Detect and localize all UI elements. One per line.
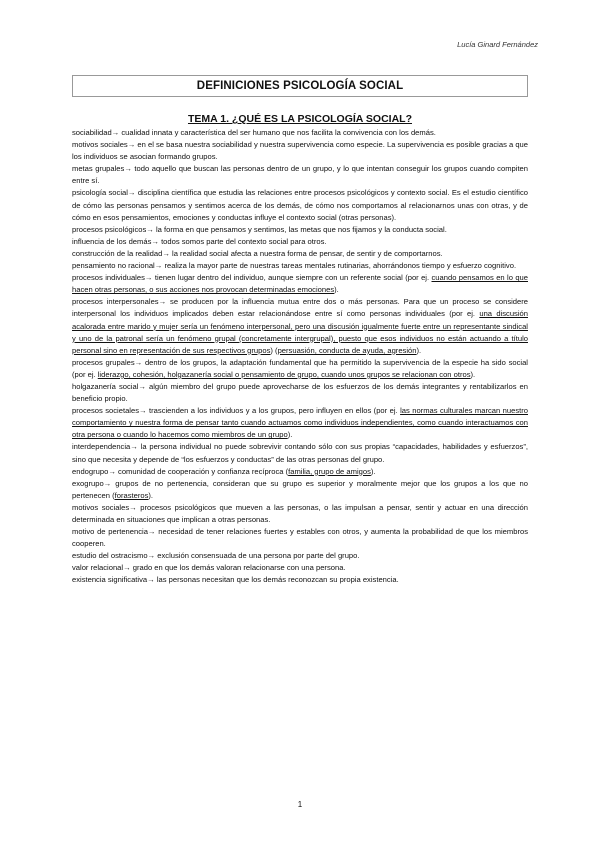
example-text: persuasión, conducta de ayuda, agresión [277,345,417,355]
definition-text: ) ( [270,345,278,355]
definition-text: motivos sociales→ procesos psicológicos que mueven a las personas, o las impulsan a pensar, sentir y actuar en una dirección determinada en situaciones que implican a otras personas. [72,502,528,524]
definition-entry [72,260,528,272]
definition-entry [72,502,528,526]
definition-text: valor relacional→ grado en que los demás valoran relacionarse con una persona. [72,563,346,573]
definition-text: procesos interpersonales→ se producen por la influencia mutua entre dos o más personas. Para que un proceso se considere interpersonal los individuos implicados deben estar relacionándose entre sí como personas individuales (por ej. [72,297,528,319]
example-text: liderazgo, cohesión, holgazanería social o pensamiento de grupo, cuando unos grupos se relacionan con otros [97,369,471,379]
definition-text: endogrupo→ comunidad de cooperación y confianza recíproca ( [72,466,289,476]
example-text: familia, grupo de amigos [288,466,371,476]
definition-entry [72,381,528,405]
definition-entry [72,357,528,381]
definition-entry [72,574,528,586]
section-heading: TEMA 1. ¿QUÉ ES LA PSICOLOGÍA SOCIAL? [187,113,412,125]
definition-entry [72,139,528,163]
example-text: forasteros [114,490,149,500]
definition-entry [72,163,528,187]
page-number: 1 [297,800,303,809]
definition-text: procesos psicológicos→ la forma en que pensamos y sentimos, las metas que nos fijamos y la conducta social. [72,224,447,234]
definition-text: procesos societales→ trascienden a los individuos y a los grupos, pero influyen en ellos (por ej. [72,406,401,416]
definition-entry [72,405,528,441]
definition-text: procesos individuales→ tienen lugar dentro del individuo, aunque siempre con un referente social (por ej. [72,273,432,283]
definition-text: ). [370,466,376,476]
example-text: una discusión acalorada entre marido y mujer sería un fenómeno interpersonal, pero una discusión igualmente fuerte entre un representante sindical y uno de la patronal sería un fenómeno grupal (concretamente intergrupal), puesto que esos individuos no están actuando a título personal sino en representación de sus respectivos grupos [72,309,528,355]
definition-text: construcción de la realidad→ la realidad social afecta a nuestra forma de pensar, de sentir y de comportarnos. [72,248,443,258]
example-text: las normas culturales marcan nuestro comportamiento y nuestra forma de pensar tanto cuando actuamos como individuos independientes, como cuando interactuamos con otra persona o cuando lo hacemos como miembros de un grupo [72,406,528,440]
document-title: DEFINICIONES PSICOLOGÍA SOCIAL [72,75,528,97]
definition-entry [72,248,528,260]
definition-text: metas grupales→ todo aquello que buscan las personas dentro de un grupo, y lo que intentan conseguir los grupos cuando compiten entre sí. [72,164,528,186]
definition-text: procesos grupales→ dentro de los grupos, la adaptación fundamental que ha permitido la supervivencia de la especie ha sido social (por ej. [72,357,528,379]
example-text: cuando pensamos en lo que hacen otras personas, o sus acciones nos provocan determinadas emociones [72,273,528,295]
definition-text: ). [416,345,422,355]
definition-entry [72,526,528,550]
author-name: Lucía Ginard Fernández [457,40,538,49]
definition-text: ). [287,430,293,440]
definition-text: influencia de los demás→ todos somos parte del contexto social para otros. [72,236,327,246]
definition-text: exogrupo→ grupos de no pertenencia, consideran que su grupo es superior y moralmente mejor que los grupos a los que no pertenecen ( [72,478,528,500]
definition-entry [72,224,528,236]
definition-entry [72,272,528,296]
definition-entry [72,478,528,502]
definition-text: psicología social→ disciplina científica que estudia las relaciones entre procesos psicológicos y contexto social. Es el estudio científico de cómo las personas pensamos y sentimos acerca de los demás, de cómo nos comportamos al relacionarnos unas con otras, y de cómo en esos pensamientos, emociones y conductas influye el contexto social (otras personas). [72,188,528,222]
definition-text: estudio del ostracismo→ exclusión consensuada de una persona por parte del grupo. [72,551,360,561]
definition-text: pensamiento no racional→ realiza la mayor parte de nuestras tareas mentales rutinarias, ahorrándonos tiempo y esfuerzo cognitivo. [72,261,517,271]
definition-text: existencia significativa→ las personas necesitan que los demás reconozcan su propia existencia. [72,575,399,585]
definition-text: ). [470,369,476,379]
definition-entry [72,441,528,465]
definition-text: motivos sociales→ en el se basa nuestra sociabilidad y nuestra supervivencia como especie. La supervivencia es posible gracias a que los individuos se asocian formando grupos. [72,140,528,162]
definition-text: holgazanería social→ algún miembro del grupo puede aprovecharse de los esfuerzos de los demás integrantes y rentabilizarlos en beneficio propio. [72,381,528,404]
definition-text: sociabilidad→ cualidad innata y característica del ser humano que nos facilita la convivencia con los demás. [72,128,436,137]
definitions-list [72,127,528,587]
definition-text: interdependencia→ la persona individual no puede sobrevivir contando sólo con sus propias “capacidades, habilidades y esfuerzos”, sino que necesita y depende de “los esfuerzos y conductas” de las otras personas del grupo. [72,442,528,464]
definition-entry [72,127,528,139]
definition-text: ). [148,490,154,500]
definition-text: motivo de pertenencia→ necesidad de tener relaciones fuertes y estables con otros, y aumenta la probabilidad de que los miembros cooperen. [72,527,528,549]
definition-entry [72,236,528,248]
definition-entry [72,466,528,478]
definition-entry [72,187,528,223]
definition-entry [72,550,528,562]
definition-entry [72,562,528,574]
definition-text: ). [334,285,339,295]
definition-entry [72,296,528,356]
